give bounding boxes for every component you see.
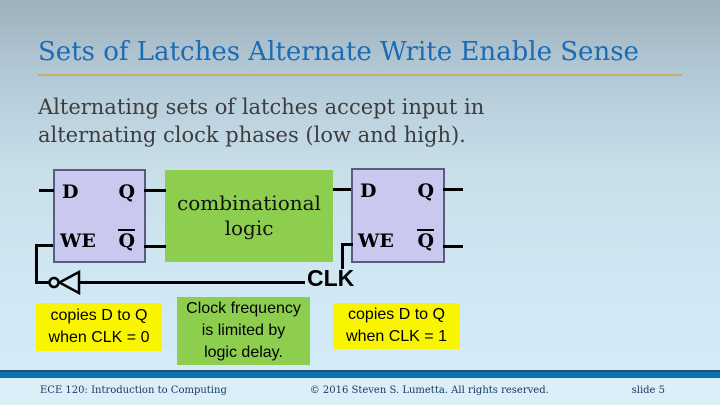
latch-left-pin-d: D [62,181,79,203]
clk-label: CLK [307,265,355,291]
footer-course: ECE 120: Introduction to Computing [40,385,227,396]
body-text-line2: alternating clock phases (low and high). [38,123,466,147]
latch-right [351,168,445,263]
note-clk1-line1: copies D to Q [348,306,445,323]
note-clk0-line2: when CLK = 0 [48,329,150,346]
wire-we-left-vertical [35,244,38,284]
body-text [38,93,484,149]
wire-q-left-to-comb [144,189,166,192]
footer-accent-band [0,370,720,378]
latch-right-pin-q: Q [417,180,434,202]
note-clk0 [36,303,162,351]
note-freq-line3: logic delay. [204,344,283,361]
note-freq-line2: is limited by [201,322,286,339]
note-clk0-line1: copies D to Q [50,307,148,324]
note-clk1 [333,303,460,349]
comb-logic-line1: combinational [177,191,321,215]
latch-right-pin-d: D [360,180,377,202]
footer-slide-number: slide 5 [631,385,665,396]
latch-left-pin-qbar: Q [118,230,135,252]
wire-qbar-right-output [443,245,463,248]
slide-title: Sets of Latches Alternate Write Enable Sense [38,37,639,67]
wire-comb-to-d-right [333,188,351,191]
latch-left [53,169,146,263]
footer [0,378,720,405]
body-text-line1: Alternating sets of latches accept input in [38,95,485,119]
inverter-icon [46,268,82,296]
note-freq-line1: Clock frequency [186,300,301,317]
wire-q-right-output [443,188,463,191]
latch-left-pin-we: WE [60,230,96,252]
comb-logic-line2: logic [224,216,274,240]
wire-d-input-left [39,189,54,192]
combinational-logic-box [165,170,333,262]
note-clock-frequency [177,297,310,365]
note-clk1-line2: when CLK = 1 [346,328,447,345]
latch-right-pin-we: WE [358,230,394,252]
latch-right-pin-qbar: Q [417,230,434,252]
wire-clk-line [78,281,305,284]
latch-left-pin-q: Q [118,181,135,203]
wire-qbar-left-to-comb [144,245,166,248]
title-separator-line [38,74,682,76]
footer-copyright: © 2016 Steven S. Lumetta. All rights reserved. [309,385,549,396]
